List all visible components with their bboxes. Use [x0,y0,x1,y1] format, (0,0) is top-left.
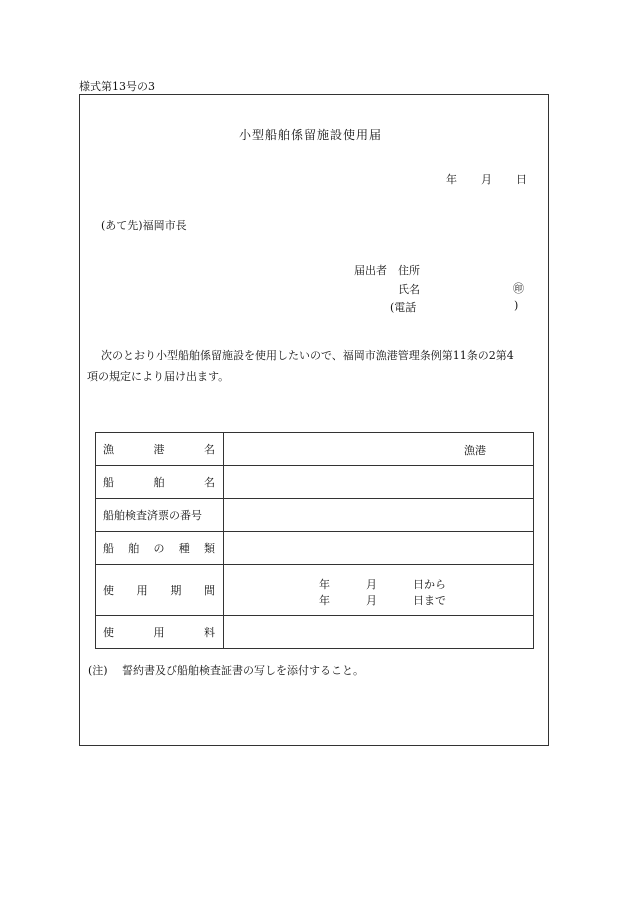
label-char: 期 [170,584,182,597]
value-fishing-port [224,433,534,466]
table-row-usage-fee [96,616,534,649]
label-char: 漁 [103,443,114,456]
table-row-usage-period [96,565,534,616]
table-row-ship-type [96,532,534,565]
label-char: 港 [153,443,165,456]
label-char: 種 [178,542,190,555]
label-usage-period [96,565,224,616]
label-char: 使 [103,584,114,597]
applicant-label: 届出者 [354,264,387,277]
period-to-month: 月 [366,594,377,607]
label-char: 類 [204,542,215,555]
body-line-2: 項の規定により届け出ます。 [87,370,230,383]
date-year: 年 [446,173,457,186]
label-inspection-number: 船舶検査済票の番号 [96,499,224,532]
label-char: 船 [103,542,114,555]
value-ship-name [224,466,534,499]
phone-open: (電話 [390,301,417,314]
label-char: 間 [203,584,215,597]
value-inspection-number [224,499,534,532]
name-label: 氏名 [398,283,420,296]
period-from-month: 月 [366,578,377,591]
period-from-day: 日から [413,578,446,591]
phone-close: ) [514,299,519,312]
label-char: 使 [103,626,114,639]
label-ship-type [96,532,224,565]
body-line-1: 次のとおり小型船舶係留施設を使用したいので、福岡市漁港管理条例第11条の2第4 [101,349,514,362]
period-to-day: 日まで [413,594,446,607]
date-month: 月 [481,173,492,186]
label-char: の [153,542,165,555]
label-fishing-port [96,433,224,466]
label-char: 用 [136,584,148,597]
label-char: 名 [204,443,215,456]
value-ship-type [224,532,534,565]
table-row-ship-name [96,466,534,499]
label-char: 舶 [153,476,165,489]
table-row-fishing-port [96,433,534,466]
address-label: 住所 [398,264,420,277]
label-char: 用 [153,626,165,639]
period-from-year: 年 [319,578,330,591]
label-char: 名 [204,476,215,489]
table-row-inspection-number [96,499,534,532]
document-title: 小型船舶係留施設使用届 [239,128,383,142]
addressee: (あて先)福岡市長 [101,219,187,232]
label-char: 料 [204,626,215,639]
form-number: 様式第13号の3 [79,80,155,93]
usage-table [95,432,534,649]
note-prefix: (注) [88,664,108,677]
label-ship-name [96,466,224,499]
seal-mark: ㊞ [513,282,524,295]
label-char: 船 [103,476,114,489]
value-usage-fee [224,616,534,649]
label-usage-fee [96,616,224,649]
fishing-port-suffix: 漁港 [464,444,486,457]
date-day: 日 [516,173,527,186]
period-to-year: 年 [319,594,330,607]
note-text: 誓約書及び船舶検査証書の写しを添付すること。 [122,664,364,677]
label-char: 舶 [128,542,140,555]
value-usage-period [224,565,534,616]
